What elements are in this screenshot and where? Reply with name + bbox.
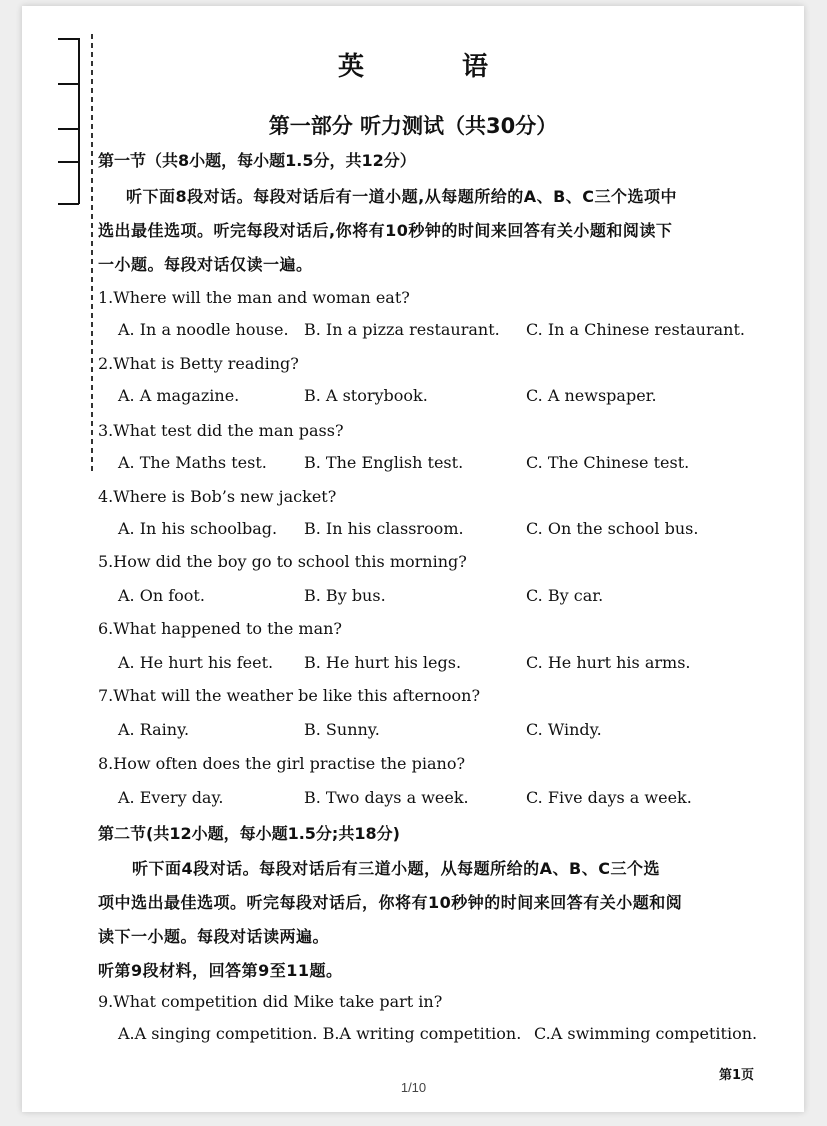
section2-instruction-line: 读下一小题。每段对话读两遍。 bbox=[98, 927, 330, 946]
section2-heading: 第二节(共12小题，每小题1.5分;共18分) bbox=[98, 824, 400, 843]
question-8: 8.How often does the girl practise the piano? bbox=[98, 754, 466, 773]
q9-option-c: C.A swimming competition. bbox=[534, 1024, 758, 1043]
q3-option-c: C. The Chinese test. bbox=[526, 453, 690, 472]
binding-lines-graphic bbox=[32, 34, 102, 474]
binding-margin-marks bbox=[32, 34, 102, 474]
q1-option-c: C. In a Chinese restaurant. bbox=[526, 320, 745, 339]
q4-option-a: A. In his schoolbag. bbox=[118, 519, 278, 538]
q6-option-a: A. He hurt his feet. bbox=[118, 653, 274, 672]
viewer-page-indicator: 1/10 bbox=[400, 1080, 427, 1095]
q7-option-a: A. Rainy. bbox=[118, 720, 190, 739]
q2-option-b: B. A storybook. bbox=[304, 386, 428, 405]
q6-option-c: C. He hurt his arms. bbox=[526, 653, 691, 672]
q2-option-c: C. A newspaper. bbox=[526, 386, 657, 405]
q8-option-c: C. Five days a week. bbox=[526, 788, 692, 807]
section1-heading: 第一节（共8小题，每小题1.5分，共12分） bbox=[98, 151, 416, 170]
q5-option-a: A. On foot. bbox=[118, 586, 205, 605]
q3-option-a: A. The Maths test. bbox=[118, 453, 267, 472]
material-heading: 听第9段材料，回答第9至11题。 bbox=[98, 961, 343, 980]
question-3: 3.What test did the man pass? bbox=[98, 421, 344, 440]
q5-option-c: C. By car. bbox=[526, 586, 604, 605]
q8-option-b: B. Two days a week. bbox=[304, 788, 469, 807]
section1-instruction-line: 一小题。每段对话仅读一遍。 bbox=[98, 255, 313, 274]
question-6: 6.What happened to the man? bbox=[98, 619, 342, 638]
q4-option-b: B. In his classroom. bbox=[304, 519, 464, 538]
section1-instruction-line: 听下面8段对话。每段对话后有一道小题,从每题所给的A、B、C三个选项中 bbox=[126, 187, 678, 206]
section1-instruction-line: 选出最佳选项。听完每段对话后,你将有10秒钟的时间来回答有关小题和阅读下 bbox=[98, 221, 673, 240]
question-4: 4.Where is Bob’s new jacket? bbox=[98, 487, 337, 506]
part-title: 第一部分 听力测试（共30分） bbox=[268, 114, 558, 138]
question-5: 5.How did the boy go to school this morning? bbox=[98, 552, 467, 571]
exam-page bbox=[22, 6, 804, 1112]
q1-option-b: B. In a pizza restaurant. bbox=[304, 320, 500, 339]
q2-option-a: A. A magazine. bbox=[118, 386, 240, 405]
question-7: 7.What will the weather be like this afternoon? bbox=[98, 686, 481, 705]
q5-option-b: B. By bus. bbox=[304, 586, 386, 605]
q3-option-b: B. The English test. bbox=[304, 453, 464, 472]
question-2: 2.What is Betty reading? bbox=[98, 354, 299, 373]
q9-options-ab: A.A singing competition. B.A writing competition. bbox=[118, 1024, 522, 1043]
q7-option-c: C. Windy. bbox=[526, 720, 602, 739]
q4-option-c: C. On the school bus. bbox=[526, 519, 699, 538]
question-9: 9.What competition did Mike take part in? bbox=[98, 992, 443, 1011]
q8-option-a: A. Every day. bbox=[118, 788, 224, 807]
q1-option-a: A. In a noodle house. bbox=[118, 320, 289, 339]
q7-option-b: B. Sunny. bbox=[304, 720, 380, 739]
question-1: 1.Where will the man and woman eat? bbox=[98, 288, 410, 307]
section2-instruction-line: 项中选出最佳选项。听完每段对话后，你将有10秒钟的时间来回答有关小题和阅 bbox=[98, 893, 683, 912]
page-number-footer: 第1页 bbox=[718, 1068, 754, 1083]
q6-option-b: B. He hurt his legs. bbox=[304, 653, 462, 672]
subject-title: 英 语 bbox=[337, 52, 524, 82]
section2-instruction-line: 听下面4段对话。每段对话后有三道小题，从每题所给的A、B、C三个选 bbox=[132, 859, 660, 878]
